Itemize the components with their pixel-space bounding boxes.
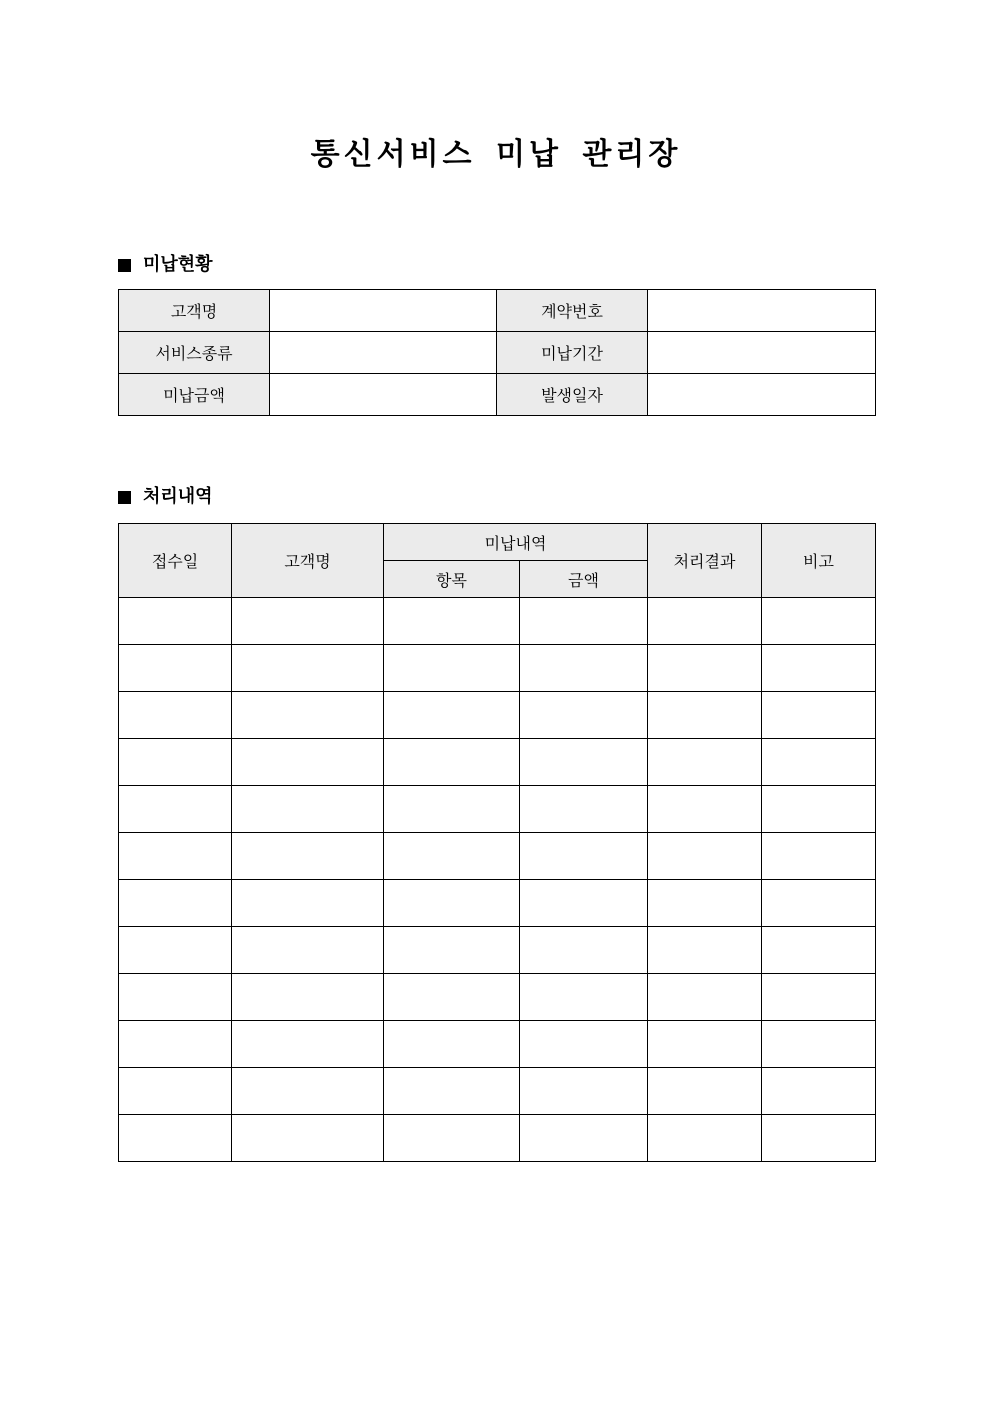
- note-cell[interactable]: [762, 598, 876, 645]
- amount-header: 금액: [520, 561, 648, 598]
- amount-cell[interactable]: [520, 692, 648, 739]
- table-row: [119, 1021, 876, 1068]
- amount-cell[interactable]: [520, 1021, 648, 1068]
- table-row: [119, 1115, 876, 1162]
- customer-name-cell[interactable]: [232, 833, 384, 880]
- processing-result-cell[interactable]: [648, 645, 762, 692]
- item-cell[interactable]: [384, 645, 520, 692]
- section-heading-status-label: 미납현황: [143, 254, 213, 275]
- processing-result-cell[interactable]: [648, 974, 762, 1021]
- note-cell[interactable]: [762, 974, 876, 1021]
- receipt-date-cell[interactable]: [119, 880, 232, 927]
- customer-name-cell[interactable]: [232, 786, 384, 833]
- receipt-date-cell[interactable]: [119, 598, 232, 645]
- amount-cell[interactable]: [520, 1115, 648, 1162]
- amount-cell[interactable]: [520, 880, 648, 927]
- processing-result-cell[interactable]: [648, 1068, 762, 1115]
- processing-result-cell[interactable]: [648, 786, 762, 833]
- amount-cell[interactable]: [520, 833, 648, 880]
- unpaid-amount-field[interactable]: [270, 374, 497, 416]
- note-cell[interactable]: [762, 833, 876, 880]
- customer-name-label: 고객명: [119, 290, 270, 332]
- customer-name-cell[interactable]: [232, 1021, 384, 1068]
- amount-cell[interactable]: [520, 1068, 648, 1115]
- item-cell[interactable]: [384, 974, 520, 1021]
- processing-result-cell[interactable]: [648, 927, 762, 974]
- unpaid-status-table: [118, 289, 876, 416]
- amount-cell[interactable]: [520, 786, 648, 833]
- note-cell[interactable]: [762, 1021, 876, 1068]
- table-row: [119, 1068, 876, 1115]
- note-cell[interactable]: [762, 692, 876, 739]
- table-row: [119, 645, 876, 692]
- square-bullet-icon: [118, 259, 131, 272]
- customer-name-cell[interactable]: [232, 880, 384, 927]
- table-row: [119, 833, 876, 880]
- receipt-date-cell[interactable]: [119, 1115, 232, 1162]
- unpaid-details-header: 미납내역: [384, 524, 648, 561]
- item-cell[interactable]: [384, 786, 520, 833]
- note-header: 비고: [762, 524, 876, 598]
- item-cell[interactable]: [384, 880, 520, 927]
- table-row: [119, 974, 876, 1021]
- amount-cell[interactable]: [520, 739, 648, 786]
- note-cell[interactable]: [762, 645, 876, 692]
- customer-name-cell[interactable]: [232, 692, 384, 739]
- item-cell[interactable]: [384, 1021, 520, 1068]
- item-cell[interactable]: [384, 739, 520, 786]
- receipt-date-cell[interactable]: [119, 974, 232, 1021]
- square-bullet-icon: [118, 491, 131, 504]
- processing-result-cell[interactable]: [648, 1021, 762, 1068]
- processing-result-cell[interactable]: [648, 739, 762, 786]
- note-cell[interactable]: [762, 1115, 876, 1162]
- amount-cell[interactable]: [520, 645, 648, 692]
- customer-name-header: 고객명: [232, 524, 384, 598]
- table-row: [119, 880, 876, 927]
- note-cell[interactable]: [762, 927, 876, 974]
- customer-name-cell[interactable]: [232, 645, 384, 692]
- processing-result-cell[interactable]: [648, 692, 762, 739]
- unpaid-period-field[interactable]: [648, 332, 876, 374]
- item-cell[interactable]: [384, 598, 520, 645]
- item-cell[interactable]: [384, 1068, 520, 1115]
- customer-name-cell[interactable]: [232, 739, 384, 786]
- amount-cell[interactable]: [520, 927, 648, 974]
- customer-name-cell[interactable]: [232, 1115, 384, 1162]
- table-row: [119, 927, 876, 974]
- customer-name-cell[interactable]: [232, 927, 384, 974]
- receipt-date-header: 접수일: [119, 524, 232, 598]
- page-title: 통신서비스 미납 관리장: [310, 137, 682, 172]
- contract-number-field[interactable]: [648, 290, 876, 332]
- item-cell[interactable]: [384, 1115, 520, 1162]
- processing-history-table: [118, 523, 876, 1162]
- amount-cell[interactable]: [520, 598, 648, 645]
- note-cell[interactable]: [762, 880, 876, 927]
- unpaid-amount-label: 미납금액: [119, 374, 270, 416]
- contract-number-label: 계약번호: [497, 290, 648, 332]
- table-row: [119, 786, 876, 833]
- receipt-date-cell[interactable]: [119, 1068, 232, 1115]
- section-heading-status: [118, 253, 213, 277]
- note-cell[interactable]: [762, 1068, 876, 1115]
- amount-cell[interactable]: [520, 974, 648, 1021]
- occurrence-date-field[interactable]: [648, 374, 876, 416]
- customer-name-cell[interactable]: [232, 598, 384, 645]
- receipt-date-cell[interactable]: [119, 692, 232, 739]
- receipt-date-cell[interactable]: [119, 645, 232, 692]
- receipt-date-cell[interactable]: [119, 927, 232, 974]
- item-header: 항목: [384, 561, 520, 598]
- processing-result-cell[interactable]: [648, 598, 762, 645]
- processing-result-cell[interactable]: [648, 880, 762, 927]
- item-cell[interactable]: [384, 833, 520, 880]
- note-cell[interactable]: [762, 786, 876, 833]
- note-cell[interactable]: [762, 739, 876, 786]
- occurrence-date-label: 발생일자: [497, 374, 648, 416]
- customer-name-field[interactable]: [270, 290, 497, 332]
- processing-result-cell[interactable]: [648, 1115, 762, 1162]
- section-heading-process: [118, 485, 213, 509]
- table-row: [119, 598, 876, 645]
- processing-result-cell[interactable]: [648, 833, 762, 880]
- item-cell[interactable]: [384, 692, 520, 739]
- receipt-date-cell[interactable]: [119, 1021, 232, 1068]
- unpaid-period-label: 미납기간: [497, 332, 648, 374]
- receipt-date-cell[interactable]: [119, 786, 232, 833]
- table-row: [119, 739, 876, 786]
- service-type-field[interactable]: [270, 332, 497, 374]
- table-row: [119, 692, 876, 739]
- section-heading-process-label: 처리내역: [143, 486, 213, 507]
- item-cell[interactable]: [384, 927, 520, 974]
- service-type-label: 서비스종류: [119, 332, 270, 374]
- receipt-date-cell[interactable]: [119, 739, 232, 786]
- processing-result-header: 처리결과: [648, 524, 762, 598]
- receipt-date-cell[interactable]: [119, 833, 232, 880]
- customer-name-cell[interactable]: [232, 974, 384, 1021]
- customer-name-cell[interactable]: [232, 1068, 384, 1115]
